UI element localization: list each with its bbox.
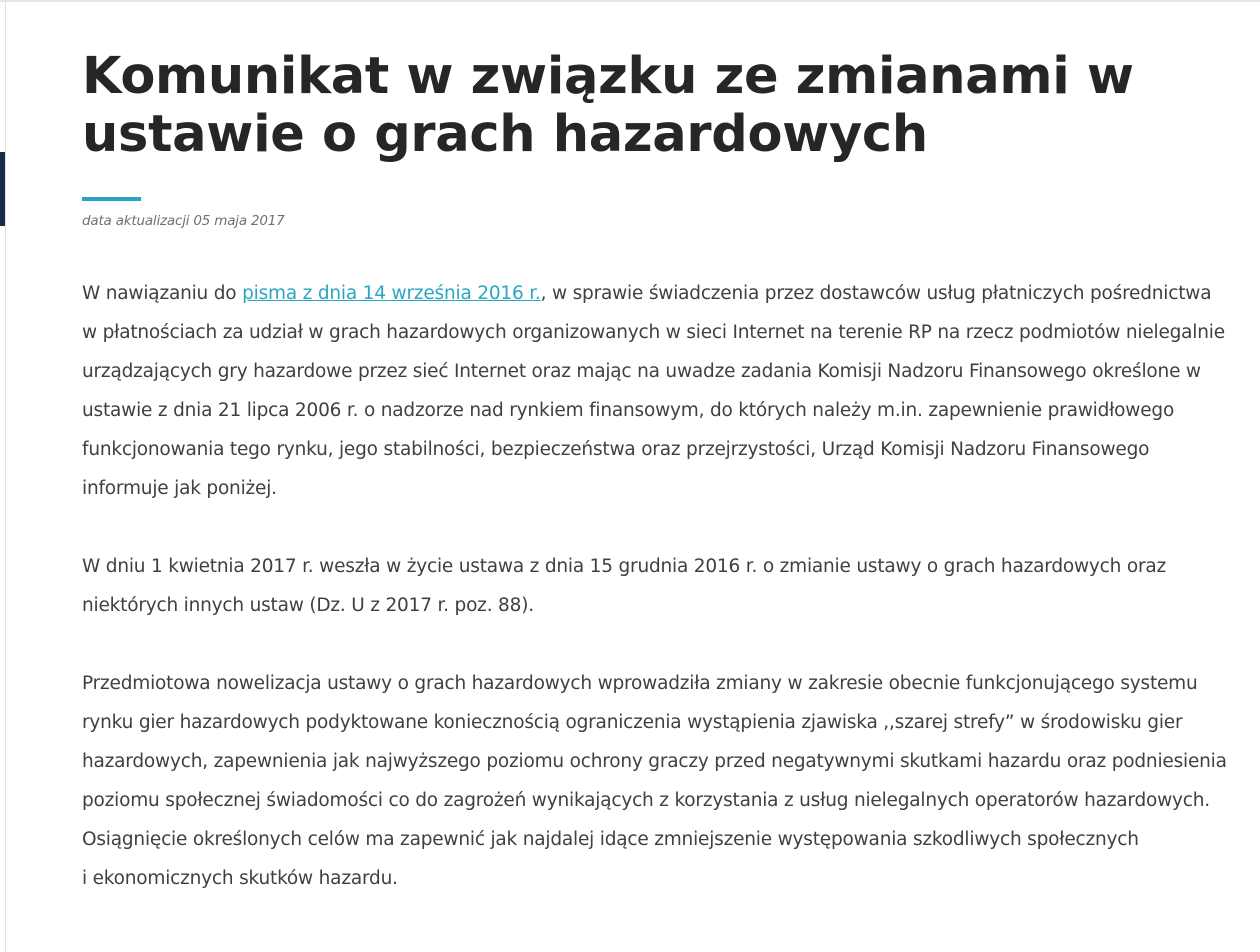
left-divider xyxy=(5,0,6,952)
title-accent-bar xyxy=(82,197,141,201)
side-panel-tab[interactable] xyxy=(0,152,5,226)
top-divider xyxy=(0,0,1260,2)
letter-link[interactable]: pisma z dnia 14 września 2016 r. xyxy=(242,283,541,304)
paragraph-line: hazardowych, zapewnienia jak najwyższego poziomu ochrony graczy przed negatywnymi skutkami hazardu oraz podniesienia xyxy=(82,751,1227,772)
paragraph-line: i ekonomicznych skutków hazardu. xyxy=(82,868,398,889)
paragraph-line: urządzających gry hazardowe przez sieć Internet oraz mając na uwadze zadania Komisji Nadzoru Finansowego określone w xyxy=(82,361,1201,382)
paragraph-line: niektórych innych ustaw (Dz. U z 2017 r. poz. 88). xyxy=(82,595,534,616)
paragraph-intro xyxy=(82,274,1260,508)
paragraph-line: w płatnościach za udział w grach hazardowych organizowanych w sieci Internet na terenie RP na rzecz podmiotów nielegalnie xyxy=(82,322,1225,343)
paragraph-line: Przedmiotowa nowelizacja ustawy o grach hazardowych wprowadziła zmiany w zakresie obecnie funkcjonującego systemu xyxy=(82,673,1198,694)
paragraph-line: ustawie z dnia 21 lipca 2006 r. o nadzorze nad rynkiem finansowym, do których należy m.in. zapewnienie prawidłowego xyxy=(82,400,1175,421)
paragraph-line: informuje jak poniżej. xyxy=(82,478,277,499)
page-title-line-1: Komunikat w związku ze zmianami w xyxy=(82,48,1134,106)
article xyxy=(82,48,1260,898)
paragraph-law-change xyxy=(82,547,1260,625)
paragraph-line xyxy=(82,274,1260,313)
paragraph-amendment xyxy=(82,664,1260,898)
paragraph-line: funkcjonowania tego rynku, jego stabilności, bezpieczeństwa oraz przejrzystości, Urząd Komisji Nadzoru Finansowego xyxy=(82,439,1150,460)
paragraph-text: , w sprawie świadczenia przez dostawców usług płatniczych pośrednictwa xyxy=(540,283,1212,304)
page-title-line-2: ustawie o grach hazardowych xyxy=(82,105,928,164)
paragraph-line: rynku gier hazardowych podyktowane koniecznością ograniczenia wystąpienia zjawiska ,,szarej strefy” w środowisku gier xyxy=(82,712,1183,733)
paragraph-line: W dniu 1 kwietnia 2017 r. weszła w życie ustawa z dnia 15 grudnia 2016 r. o zmianie ustawy o grach hazardowych oraz xyxy=(82,556,1167,577)
update-date: data aktualizacji 05 maja 2017 xyxy=(82,213,285,229)
paragraph-line: poziomu społecznej świadomości co do zagrożeń wynikających z korzystania z usług nielegalnych operatorów hazardowych. xyxy=(82,790,1210,811)
page-title xyxy=(82,48,1192,164)
paragraph-line: Osiągnięcie określonych celów ma zapewnić jak najdalej idące zmniejszenie występowania szkodliwych społecznych xyxy=(82,829,1139,850)
paragraph-text: W nawiązaniu do xyxy=(82,283,243,304)
